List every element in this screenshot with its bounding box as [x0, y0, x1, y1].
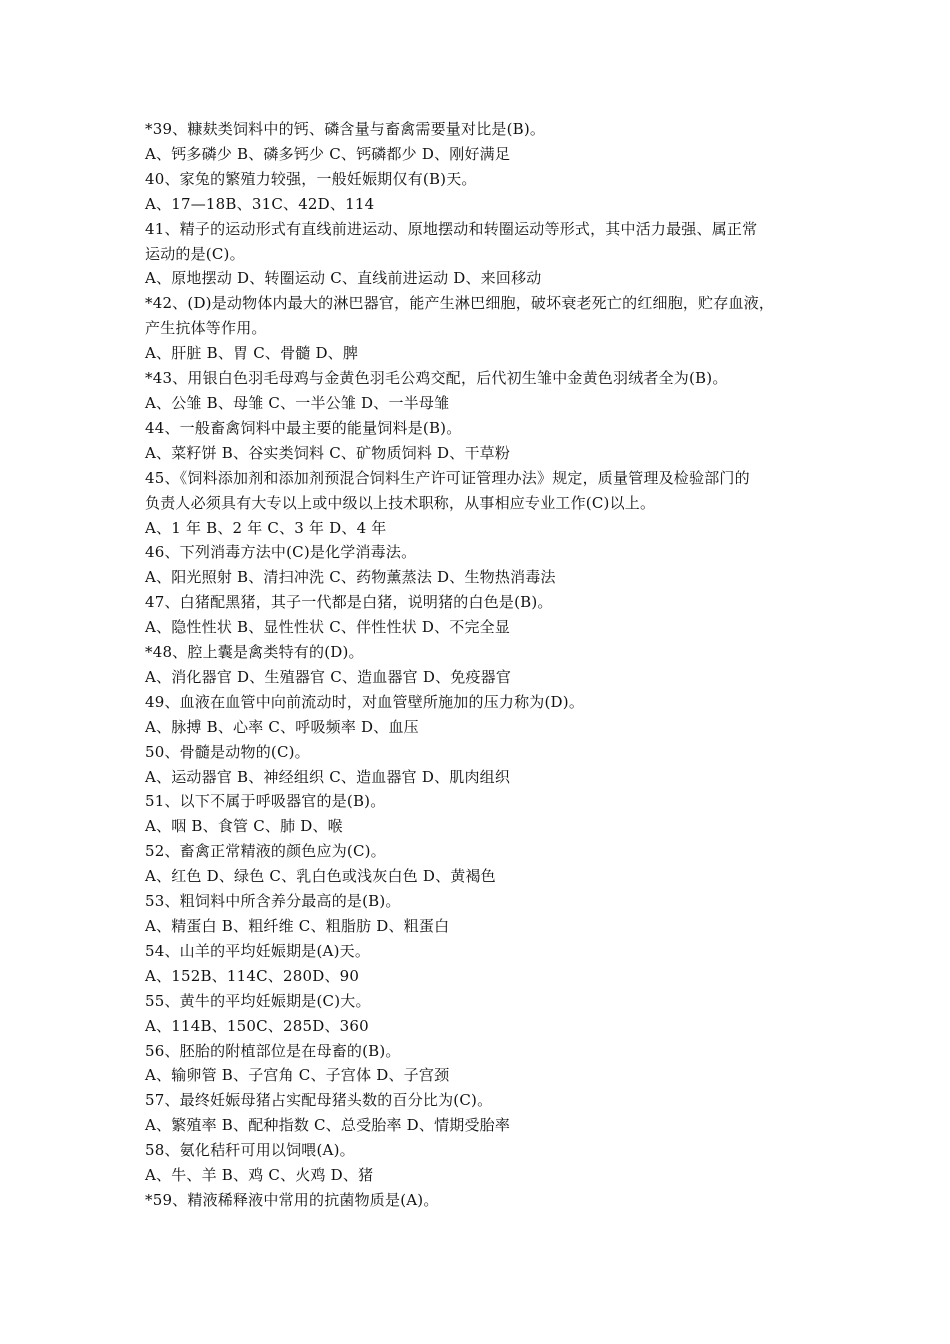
text-line: 40、家兔的繁殖力较强，一般妊娠期仅有(B)天。 [145, 169, 477, 188]
text-line: 运动的是(C)。 [145, 244, 245, 263]
text-line: A、咽 B、食管 C、肺 D、喉 [145, 817, 343, 836]
text-line: A、152B、114C、280D、90 [145, 966, 360, 985]
text-line: 产生抗体等作用。 [145, 319, 267, 338]
text-line: A、1 年 B、2 年 C、3 年 D、4 年 [145, 518, 387, 537]
text-line: *39、糠麸类饲料中的钙、磷含量与畜禽需要量对比是(B)。 [145, 120, 546, 138]
text-line: *43、用银白色羽毛母鸡与金黄色羽毛公鸡交配，后代初生雏中金黄色羽绒者全为(B)。 [145, 369, 728, 388]
text-line: 50、骨髓是动物的(C)。 [145, 742, 310, 761]
text-line: A、17—18B、31C、42D、114 [145, 194, 375, 213]
text-line: A、繁殖率 B、配种指数 C、总受胎率 D、情期受胎率 [145, 1116, 511, 1135]
text-line: 53、粗饲料中所含养分最高的是(B)。 [145, 892, 401, 911]
text-line: 55、黄牛的平均妊娠期是(C)大。 [145, 991, 371, 1010]
text-line: 44、一般畜禽饲料中最主要的能量饲料是(B)。 [145, 418, 462, 437]
text-line: 45、《饲料添加剂和添加剂预混合饲料生产许可证管理办法》规定，质量管理及检验部门的 [145, 468, 750, 487]
text-line: 56、胚胎的附植部位是在母畜的(B)。 [145, 1041, 401, 1060]
text-line: A、脉搏 B、心率 C、呼吸频率 D、血压 [145, 717, 419, 736]
text-line: A、阳光照射 B、清扫冲洗 C、药物薰蒸法 D、生物热消毒法 [145, 568, 556, 587]
text-line: A、隐性性状 B、显性性状 C、伴性性状 D、不完全显 [145, 618, 511, 637]
document-body [145, 117, 815, 1213]
text-line: *59、精液稀释液中常用的抗菌物质是(A)。 [145, 1190, 439, 1209]
text-line: A、肝脏 B、胃 C、骨髓 D、脾 [145, 344, 359, 363]
text-line: A、公雏 B、母雏 C、一半公雏 D、一半母雏 [145, 393, 450, 412]
text-line: 54、山羊的平均妊娠期是(A)天。 [145, 941, 371, 960]
text-line: A、精蛋白 B、粗纤维 C、粗脂肪 D、粗蛋白 [145, 917, 450, 935]
text-line: A、牛、羊 B、鸡 C、火鸡 D、猪 [145, 1166, 374, 1185]
text-line: A、消化器官 D、生殖器官 C、造血器官 D、免疫器官 [145, 667, 512, 686]
text-line: A、红色 D、绿色 C、乳白色或浅灰白色 D、黄褐色 [145, 867, 496, 886]
text-line: 57、最终妊娠母猪占实配母猪头数的百分比为(C)。 [145, 1091, 493, 1110]
text-line: 46、下列消毒方法中(C)是化学消毒法。 [145, 543, 417, 562]
text-line: A、原地摆动 D、转圈运动 C、直线前进运动 D、来回移动 [145, 269, 542, 288]
text-line: 41、精子的运动形式有直线前进运动、原地摆动和转圈运动等形式，其中活力最强、属正常 [145, 219, 758, 238]
text-line: 58、氨化秸秆可用以饲喂(A)。 [145, 1141, 355, 1160]
text-line: A、输卵管 B、子宫角 C、子宫体 D、子宫颈 [145, 1066, 450, 1085]
text-line: *48、腔上囊是禽类特有的(D)。 [145, 643, 364, 662]
text-line: A、菜籽饼 B、谷实类饲料 C、矿物质饲料 D、干草粉 [145, 443, 511, 462]
text-line: 49、血液在血管中向前流动时，对血管壁所施加的压力称为(D)。 [145, 692, 585, 711]
text-line: 52、畜禽正常精液的颜色应为(C)。 [145, 842, 386, 861]
text-line: A、114B、150C、285D、360 [145, 1016, 369, 1035]
text-line: A、钙多磷少 B、磷多钙少 C、钙磷都少 D、刚好满足 [145, 144, 511, 163]
text-line: 51、以下不属于呼吸器官的是(B)。 [145, 792, 386, 811]
text-line: A、运动器官 B、神经组织 C、造血器官 D、肌肉组织 [145, 767, 511, 786]
text-line: *42、(D)是动物体内最大的淋巴器官，能产生淋巴细胞，破坏衰老死亡的红细胞，贮存血液， [145, 294, 775, 313]
text-line: 负责人必须具有大专以上或中级以上技术职称，从事相应专业工作(C)以上。 [145, 493, 656, 512]
text-line: 47、白猪配黑猪，其子一代都是白猪，说明猪的白色是(B)。 [145, 593, 553, 612]
